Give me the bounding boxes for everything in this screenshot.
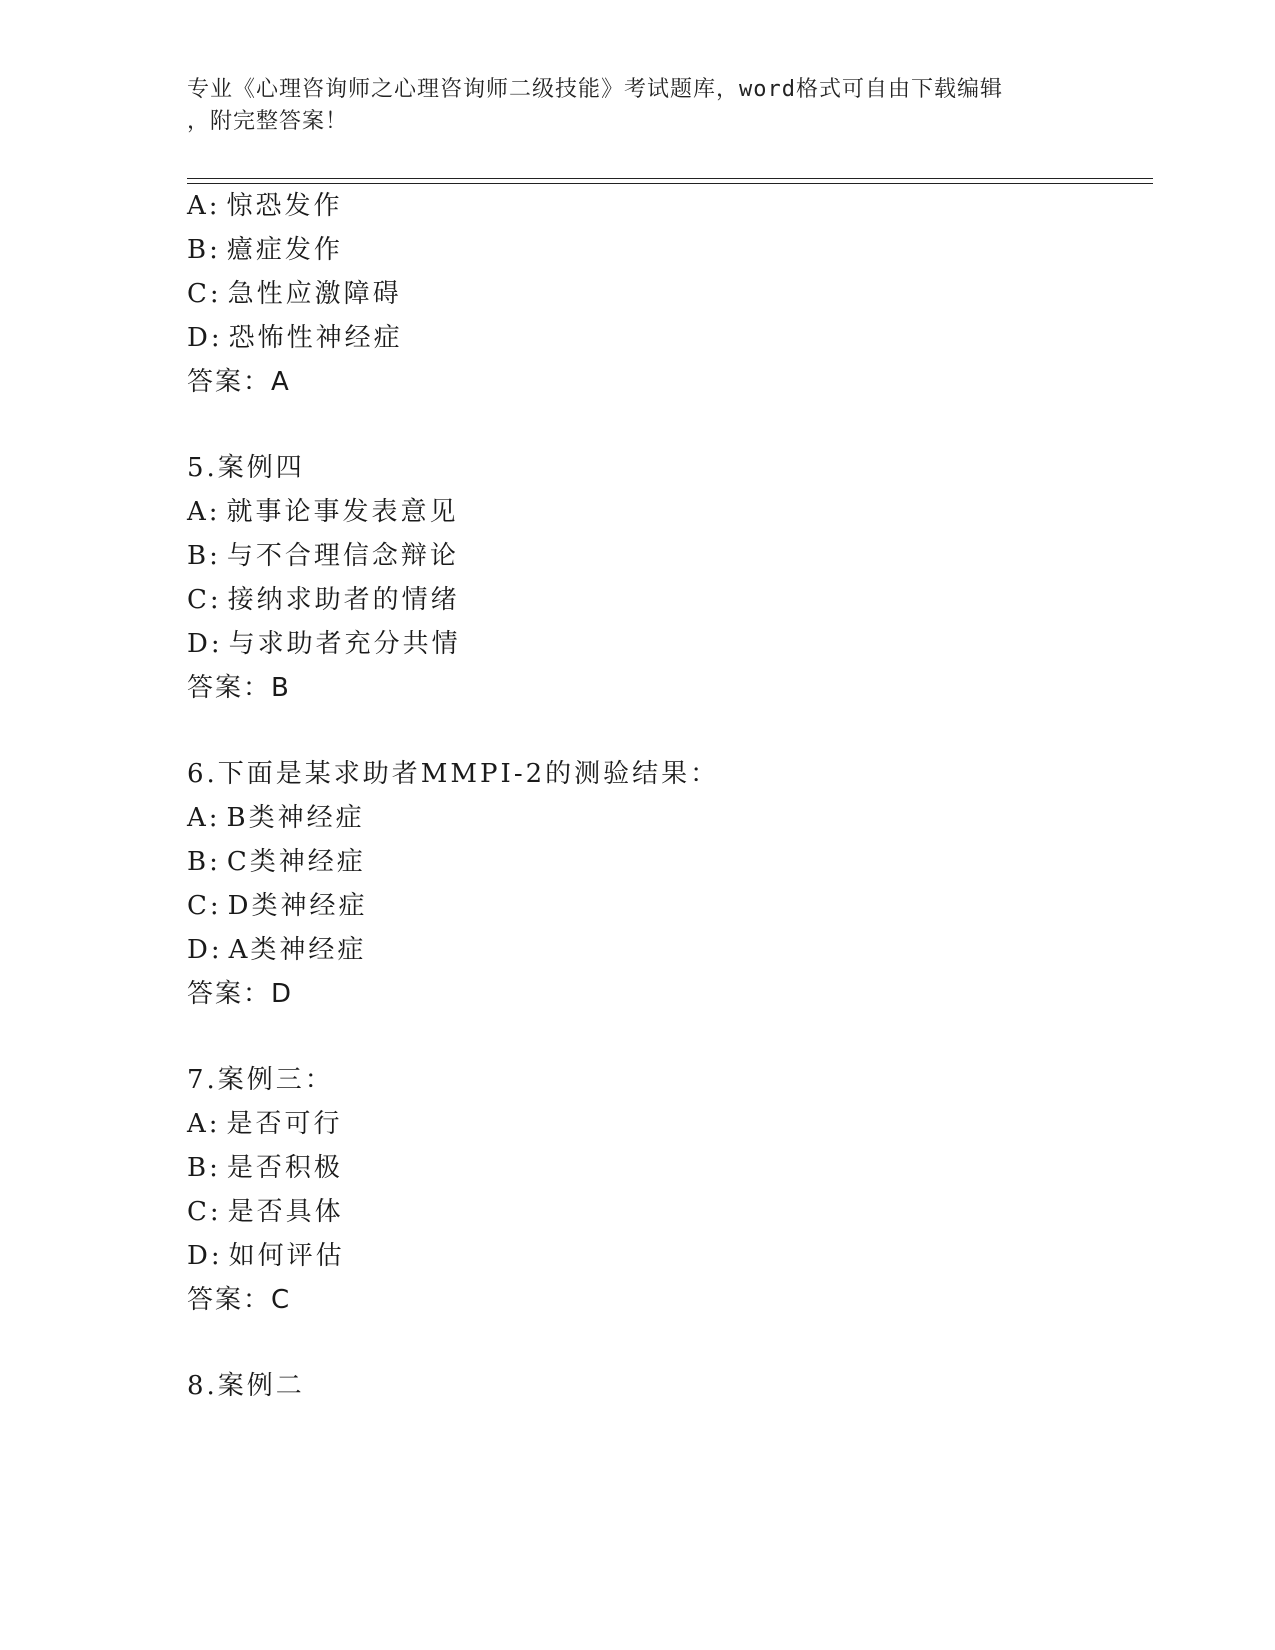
q6-answer: 答案：D [187,979,294,1009]
q4-option-a: A: 惊恐发作 [187,191,343,221]
q7-title: 7.案例三： [187,1065,334,1095]
q8-title: 8.案例二 [187,1371,305,1401]
q7-option-a: A: 是否可行 [187,1109,343,1139]
document-header [187,74,1067,138]
q5-option-c: C: 接纳求助者的情绪 [187,585,460,615]
q4-option-c: C: 急性应激障碍 [187,279,402,309]
q5-option-d: D: 与求助者充分共情 [187,629,461,659]
q5-answer: 答案：B [187,673,291,703]
header-line-2: ，附完整答案！ [187,109,349,134]
q7-answer: 答案：C [187,1285,292,1315]
q6-option-d: D: A类神经症 [187,935,367,965]
q7-option-b: B: 是否积极 [187,1153,343,1183]
q6-option-b: B: C类神经症 [187,847,366,877]
header-line-1: 专业《心理咨询师之心理咨询师二级技能》考试题库，word格式可自由下载编辑 [187,77,1003,102]
q4-option-d: D: 恐怖性神经症 [187,323,403,353]
q6-option-a: A: B类神经症 [187,803,365,833]
q7-option-c: C: 是否具体 [187,1197,344,1227]
q4-option-b: B: 癔症发作 [187,235,343,265]
header-divider-bottom [187,183,1153,184]
q5-option-a: A: 就事论事发表意见 [187,497,459,527]
q6-title: 6.下面是某求助者MMPI-2的测验结果： [187,759,720,789]
q5-option-b: B: 与不合理信念辩论 [187,541,459,571]
q4-answer: 答案：A [187,367,291,397]
q6-option-c: C: D类神经症 [187,891,368,921]
header-divider-top [187,178,1153,179]
q7-option-d: D: 如何评估 [187,1241,345,1271]
q5-title: 5.案例四 [187,453,305,483]
